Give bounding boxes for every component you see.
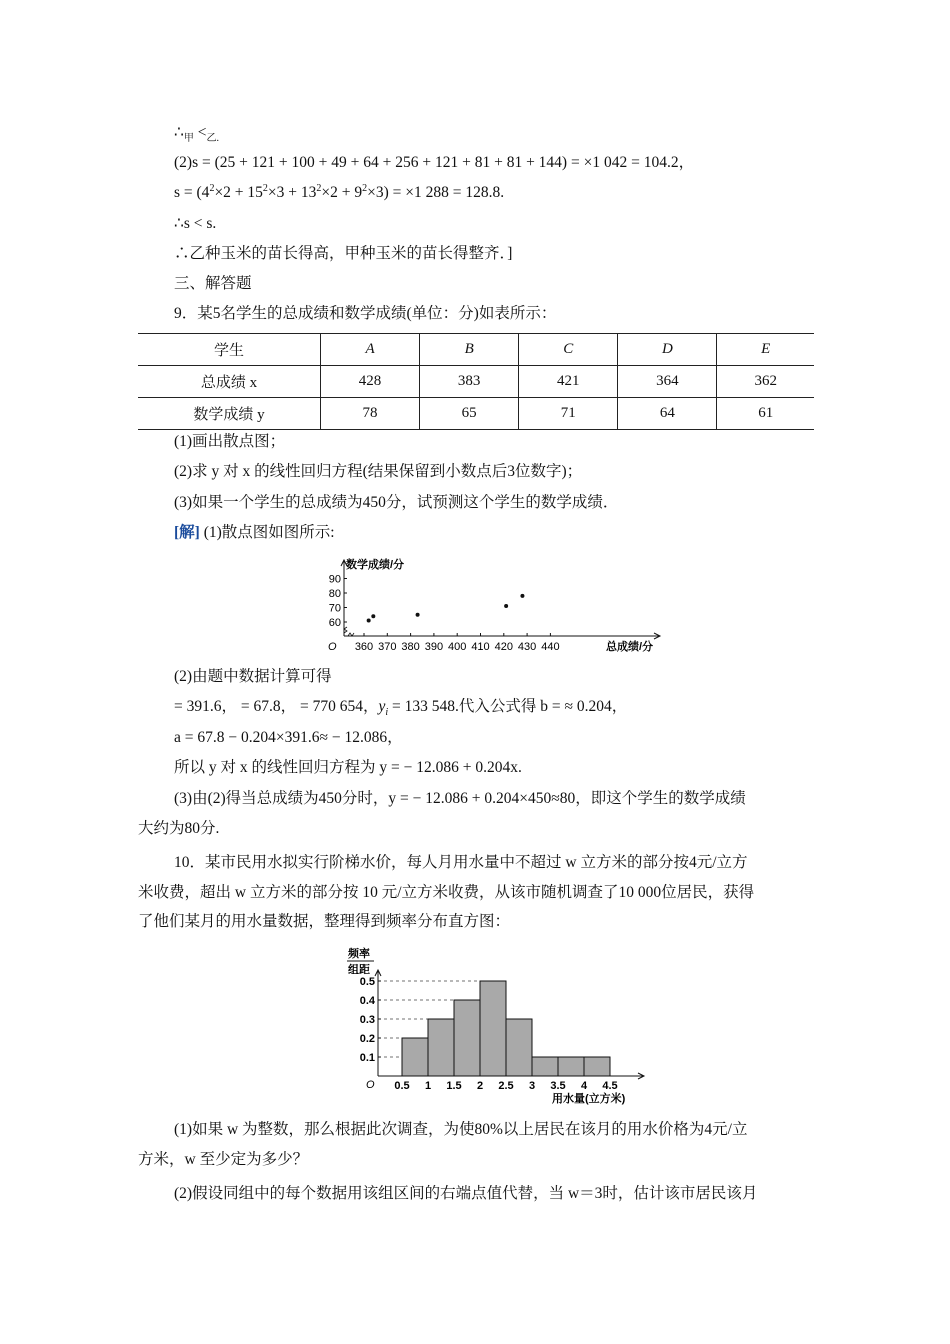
solution-tag: [解]	[174, 524, 200, 541]
scatter-x-tick-label: 430	[517, 641, 537, 653]
q9-solution-3b: 大约为80分.	[138, 820, 220, 837]
q10-stem-3: 了他们某月的用水量数据，整理得到频率分布直方图：	[138, 913, 511, 930]
table-cell: 71	[519, 398, 618, 430]
variance-line-1: (2)s = (25 + 121 + 100 + 49 + 64 + 256 + 121 + 81 + 81 + 144) = ×1 042 = 104.2，	[174, 154, 695, 171]
table-row	[138, 398, 814, 430]
hist-y-tick-label: 0.4	[359, 995, 375, 1007]
q10-part1b: 方米，w 至少定为多少？	[138, 1151, 309, 1168]
q9-solution-1: [解] (1)散点图如图所示:	[174, 524, 335, 541]
q10-stem-1: 10．某市民用水拟实行阶梯水价，每人月用水量中不超过 w 立方米的部分按4元/立方	[174, 854, 748, 871]
score-table	[138, 333, 814, 430]
hist-bar	[480, 981, 506, 1076]
hist-y-tick-label: 0.1	[359, 1052, 375, 1064]
hist-bar	[558, 1057, 584, 1076]
hist-x-tick-label: 4	[580, 1080, 588, 1092]
scatter-x-tick-label: 370	[378, 641, 397, 653]
final-conclusion: ∴乙种玉米的苗长得高，甲种玉米的苗长得整齐．]	[174, 245, 513, 262]
hist-x-tick-label: 2.5	[498, 1080, 514, 1092]
table-cell: 78	[321, 398, 420, 430]
hist-x-tick-label: 0.5	[394, 1080, 410, 1092]
hist-ylabel-top: 频率	[348, 948, 370, 960]
table-cell: E	[717, 334, 814, 366]
scatter-point	[371, 614, 375, 618]
hist-bar	[454, 1000, 480, 1076]
scatter-y-tick-label: 90	[328, 573, 341, 586]
scatter-x-label: 总成绩/分	[606, 641, 654, 653]
section-heading: 三、解答题	[174, 275, 252, 292]
hist-x-tick-label: 3.5	[550, 1080, 566, 1092]
table-cell: 61	[717, 398, 814, 430]
scatter-y-tick-label: 80	[328, 588, 341, 600]
q9-stem: 9．某5名学生的总成绩和数学成绩(单位：分)如表所示：	[174, 305, 557, 322]
q9-part3: (3)如果一个学生的总成绩为450分，试预测这个学生的数学成绩．	[174, 494, 619, 511]
q9-part1: (1)画出散点图；	[174, 433, 286, 450]
scatter-x-tick-label: 360	[354, 641, 374, 653]
table-cell: 学生	[138, 334, 321, 366]
scatter-y-label: 数学成绩/分	[346, 559, 405, 571]
hist-bar	[402, 1038, 428, 1076]
table-cell: 428	[321, 366, 420, 398]
table-row	[138, 366, 814, 398]
variance-line-2: $s = (4^2\times 2 + 15^2\times 3 + 13^2\times 2 + 9^2\times 3) = \times 1$ 288 = 128.8.	[174, 182, 505, 201]
hist-bar	[584, 1057, 610, 1076]
q9-solution-2-head: (2)由题中数据计算可得	[174, 668, 332, 685]
scatter-point	[504, 604, 508, 608]
table-cell: 362	[717, 366, 814, 398]
table-cell: 总成绩 x	[138, 366, 321, 398]
scatter-y-tick-label: 70	[328, 602, 341, 615]
table-cell: 数学成绩 y	[138, 398, 321, 430]
hist-bar	[506, 1019, 532, 1076]
scatter-point	[367, 619, 371, 623]
scatter-x-tick-label: 400	[448, 641, 467, 653]
scatter-point	[520, 594, 524, 598]
q9-solution-2a: = 391.6， = 67.8， = 770 654，$y_i = 133$ 548.代入公式得 b = ≈ 0.204，	[174, 698, 628, 719]
hist-x-tick-label: 1.5	[446, 1080, 462, 1092]
hist-y-tick-label: 0.3	[359, 1014, 375, 1026]
hist-origin: O	[366, 1079, 375, 1091]
hist-x-tick-label: 2	[476, 1080, 484, 1092]
table-cell: B	[420, 334, 519, 366]
table-cell: 65	[420, 398, 519, 430]
hist-bar	[428, 1019, 454, 1076]
hist-y-tick-label: 0.2	[359, 1033, 375, 1045]
scatter-x-tick-label: 420	[494, 641, 513, 653]
hist-bar	[532, 1057, 558, 1076]
scatter-origin: O	[328, 641, 337, 653]
hist-x-label: 用水量(立方米)	[552, 1093, 626, 1105]
hist-y-tick-label: 0.5	[359, 976, 375, 988]
scatter-y-tick-label: 60	[328, 617, 341, 629]
scatter-x-tick-label: 410	[471, 641, 490, 653]
q10-part1a: (1)如果 w 为整数，那么根据此次调查，为使80%以上居民在该月的用水价格为4元/立	[174, 1121, 748, 1138]
table-cell: 421	[519, 366, 618, 398]
scatter-x-tick-label: 380	[401, 641, 420, 653]
q9-part2: (2)求 y 对 x 的线性回归方程(结果保留到小数点后3位数字)；	[174, 463, 583, 480]
q9-solution-2c: 所以 y 对 x 的线性回归方程为 y = − 12.086 + 0.204x.	[174, 759, 522, 776]
hist-x-tick-label: 3	[528, 1080, 536, 1092]
table-header-row	[138, 334, 814, 366]
hist-ylabel-bottom: 组距	[348, 964, 370, 976]
q9-solution-2b: a = 67.8 − 0.204×391.6≈ − 12.086，	[174, 729, 403, 746]
table-cell: 364	[618, 366, 717, 398]
scatter-plot	[320, 552, 670, 657]
scatter-x-tick-label: 390	[424, 641, 444, 653]
table-cell: D	[618, 334, 717, 366]
table-cell: 383	[420, 366, 519, 398]
hist-x-tick-label: 1	[424, 1080, 432, 1092]
scatter-point	[416, 613, 420, 617]
scatter-x-tick-label: 440	[541, 641, 560, 653]
table-cell: A	[321, 334, 420, 366]
table-cell: C	[519, 334, 618, 366]
table-cell: 64	[618, 398, 717, 430]
q10-stem-2: 米收费，超出 w 立方米的部分按 10 元/立方米收费，从该市随机调查了10 000位居民，获得	[138, 884, 755, 901]
variance-compare: ∴s < s.	[174, 215, 217, 232]
frequency-histogram	[340, 940, 660, 1110]
conclusion-line-1: $\therefore_甲 <_{乙.}$	[174, 124, 219, 145]
q9-solution-3a: (3)由(2)得当总成绩为450分时，y = − 12.086 + 0.204×450≈80，即这个学生的数学成绩	[174, 790, 746, 807]
hist-x-tick-label: 4.5	[602, 1080, 618, 1092]
q10-part2: (2)假设同组中的每个数据用该组区间的右端点值代替，当 w＝3时，估计该市居民该月	[174, 1185, 758, 1202]
